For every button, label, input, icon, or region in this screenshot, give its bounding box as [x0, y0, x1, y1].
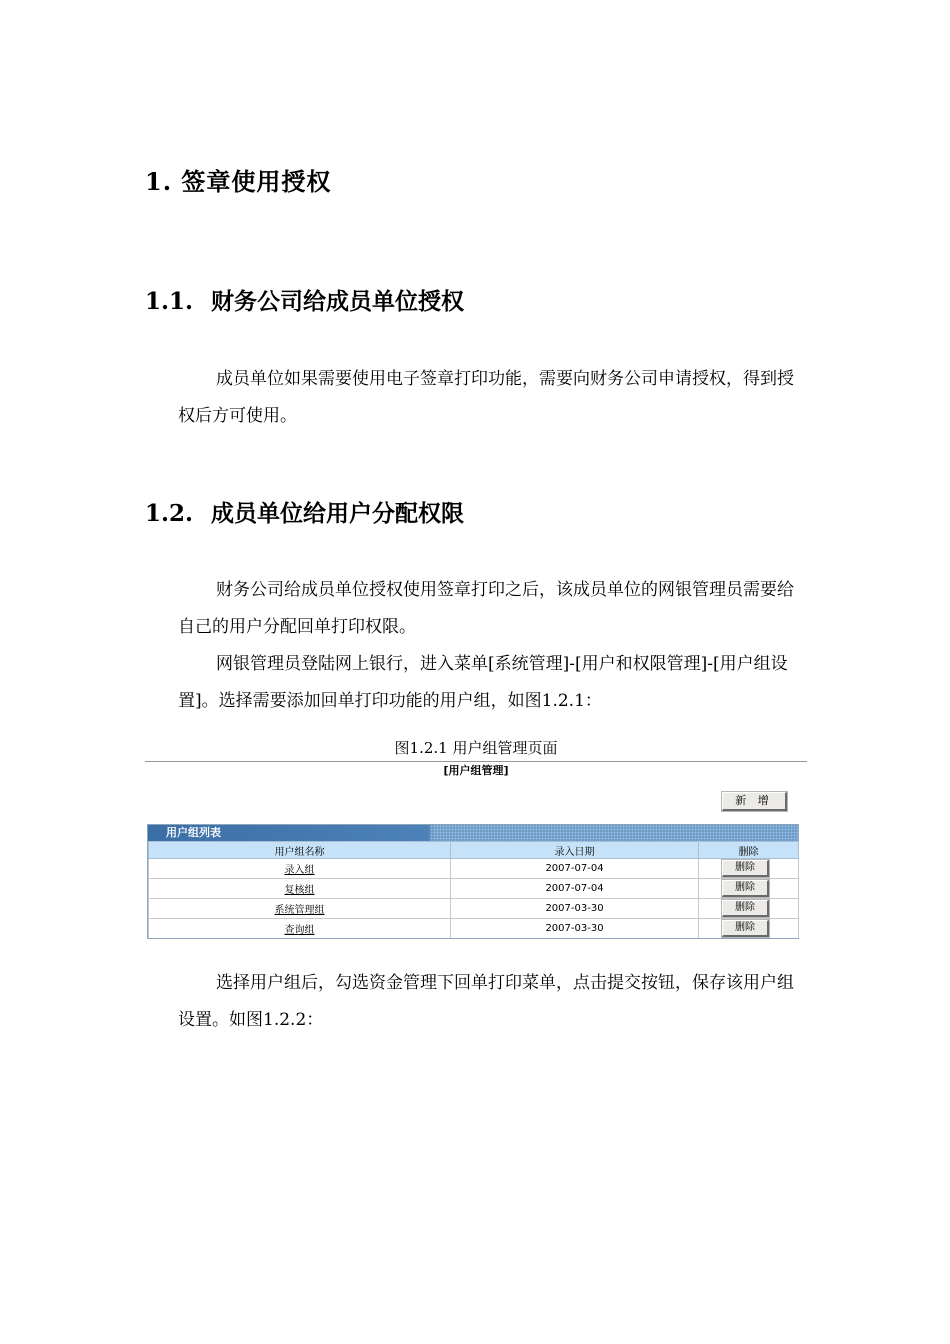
section-1-2-paragraph-1: 财务公司给成员单位授权使用签章打印之后，该成员单位的网银管理员需要给自己的用户分配回单打印权限。: [178, 580, 794, 637]
group-date: 2007-03-30: [451, 899, 699, 919]
panel-header: [148, 825, 798, 841]
screenshot-page-title: [用户组管理]: [443, 764, 509, 777]
table-header-row: [149, 842, 799, 859]
section-1-1-paragraph: 成员单位如果需要使用电子签章打印功能，需要向财务公司申请授权，得到授权后方可使用。: [178, 369, 794, 426]
group-date: 2007-07-04: [451, 859, 699, 879]
heading-1: [145, 162, 331, 197]
delete-button[interactable]: 删除: [722, 920, 769, 937]
heading-1-2-title: 成员单位给用户分配权限: [211, 500, 464, 527]
heading-1-2: [145, 495, 464, 528]
heading-1-1-title: 财务公司给成员单位授权: [211, 288, 464, 315]
group-date: 2007-07-04: [451, 879, 699, 899]
column-header-date: 录入日期: [451, 842, 699, 859]
delete-button[interactable]: 删除: [722, 860, 769, 877]
figure-caption: 图1.2.1 用户组管理页面: [394, 739, 558, 757]
table-row: [149, 879, 799, 899]
add-button[interactable]: 新 增: [722, 792, 787, 811]
heading-1-1-number: 1.1.: [145, 288, 194, 315]
group-name-link[interactable]: 复核组: [284, 885, 315, 896]
heading-1-2-number: 1.2.: [145, 500, 194, 527]
heading-1-1: [145, 283, 464, 316]
user-group-table: [148, 841, 799, 938]
table-row: [149, 919, 799, 939]
user-group-panel: [147, 824, 799, 939]
column-header-delete: 删除: [699, 842, 799, 859]
table-row: [149, 899, 799, 919]
section-1-2-paragraph-3: 选择用户组后，勾选资金管理下回单打印菜单，点击提交按钮，保存该用户组设置。如图1.2.2：: [178, 973, 794, 1030]
heading-1-number: 1.: [145, 167, 173, 196]
section-1-2-paragraph-2: 网银管理员登陆网上银行，进入菜单[系统管理]-[用户和权限管理]-[用户组设置]。选择需要添加回单打印功能的用户组，如图1.2.1：: [178, 654, 788, 711]
heading-1-title: 签章使用授权: [181, 167, 332, 196]
group-name-link[interactable]: 录入组: [284, 865, 315, 876]
group-name-link[interactable]: 系统管理组: [274, 905, 325, 916]
user-group-screenshot: [145, 762, 807, 942]
panel-title: 用户组列表: [166, 826, 221, 839]
panel-header-pattern: [430, 825, 798, 841]
group-name-link[interactable]: 查询组: [284, 925, 315, 936]
column-header-name: 用户组名称: [149, 842, 451, 859]
table-row: [149, 859, 799, 879]
delete-button[interactable]: 删除: [722, 900, 769, 917]
delete-button[interactable]: 删除: [722, 880, 769, 897]
group-date: 2007-03-30: [451, 919, 699, 939]
